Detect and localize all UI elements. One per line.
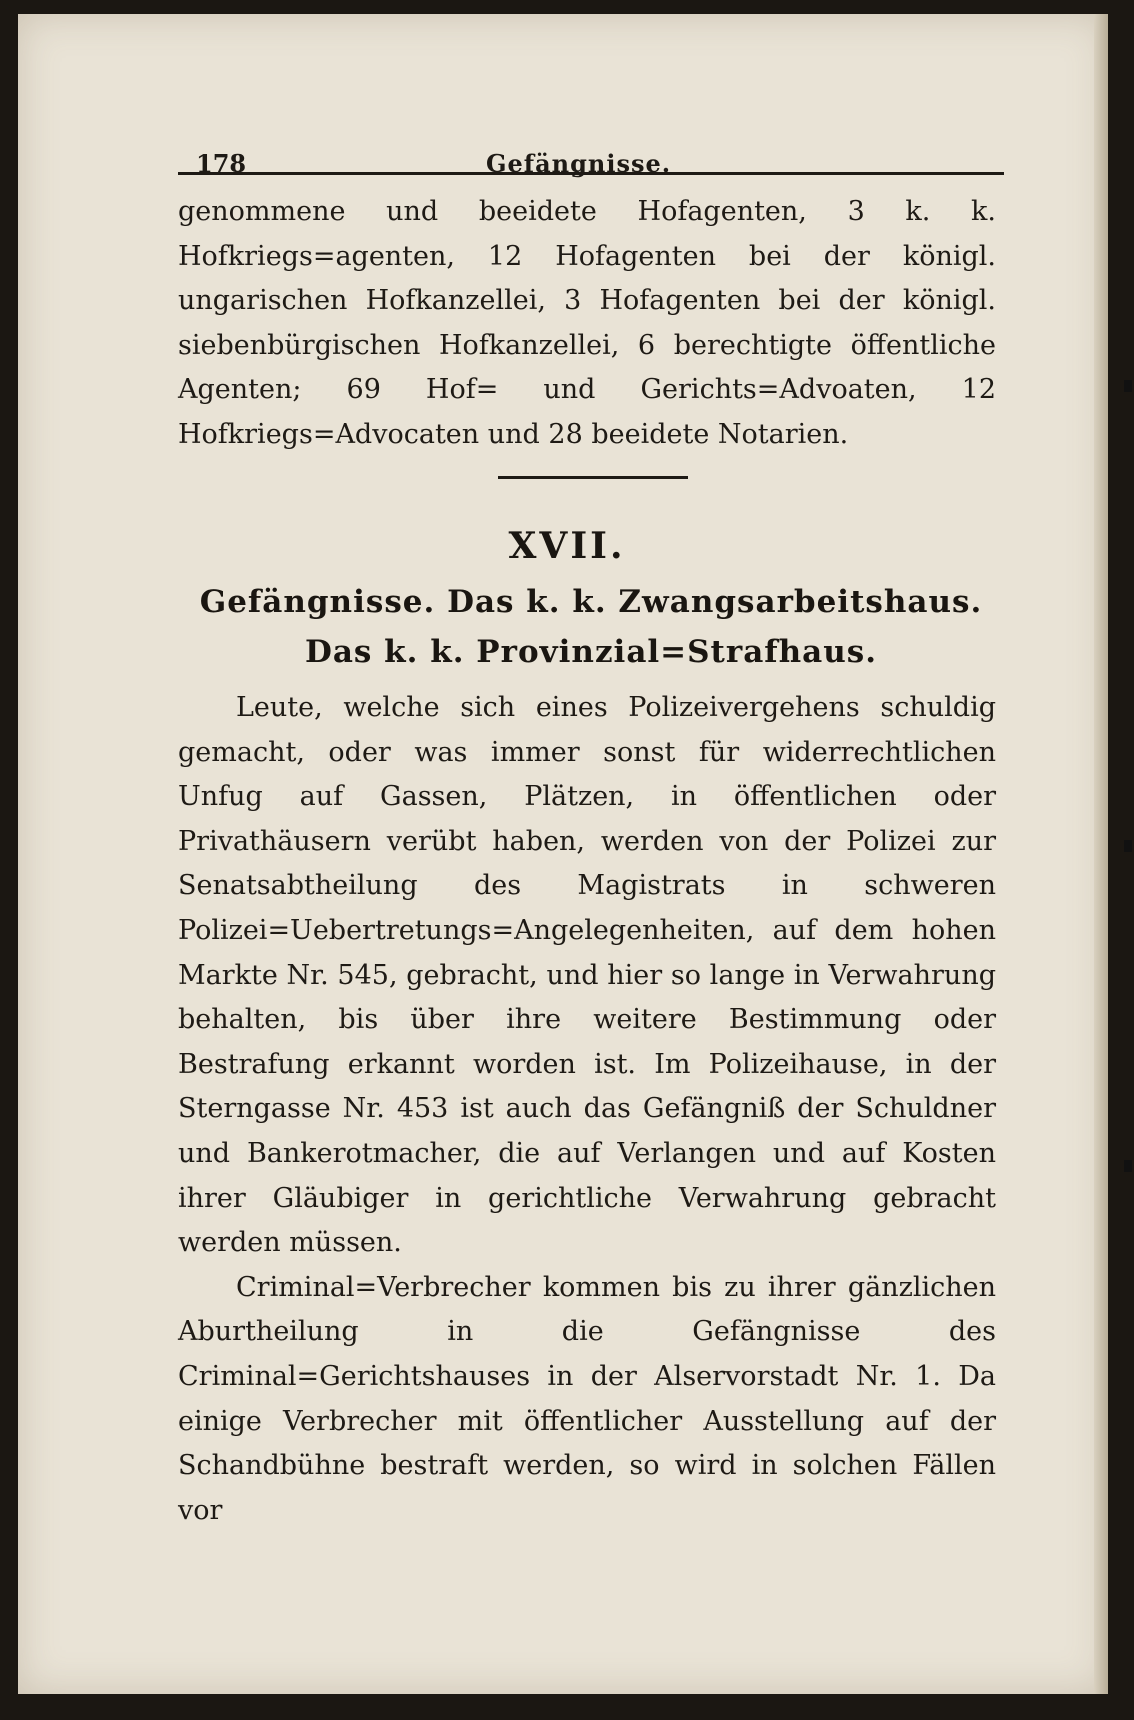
header-rule	[178, 172, 1004, 175]
running-title: Gefängnisse.	[486, 149, 672, 178]
section-divider	[498, 476, 688, 479]
chapter-number: XVII.	[508, 525, 626, 567]
binding-mark	[1124, 380, 1132, 392]
chapter-body	[178, 686, 996, 1533]
chapter-heading-line-1: Gefängnisse. Das k. k. Zwangsarbeitshaus.	[199, 584, 983, 620]
body-paragraph-2: Criminal=Verbrecher kommen bis zu ihrer gänzlichen Aburtheilung in die Gefängnisse des Criminal=Gerichtshauses in der Alservorstadt Nr. 1. Da einige Verbrecher mit öffentlicher Ausstellung auf der Schandbühne bestraft werden, so wird in solchen Fällen vor	[178, 1271, 996, 1526]
binding-mark	[1124, 840, 1132, 852]
page-number: 178	[196, 149, 247, 178]
chapter-heading-line-2: Das k. k. Provinzial=Strafhaus.	[304, 634, 878, 670]
intro-text	[178, 190, 996, 458]
page-edge	[1094, 14, 1108, 1694]
intro-paragraph: genommene und beeidete Hofagenten, 3 k. k. Hofkriegs=agenten, 12 Hofagenten bei der königl. ungarischen Hofkanzellei, 3 Hofagenten bei der königl. siebenbürgischen Hofkanzellei, 6 berechtigte öffentliche Agenten; 69 Hof= und Gerichts=Advoaten, 12 Hofkriegs=Advocaten und 28 beeidete Notarien.	[178, 196, 996, 450]
body-paragraph-1: Leute, welche sich eines Polizeivergehens schuldig gemacht, oder was immer sonst für widerrechtlichen Unfug auf Gassen, Plätzen, in öffentlichen oder Privathäusern verübt haben, werden von der Polizei zur Senatsabtheilung des Magistrats in schweren Polizei=Uebertretungs=Angelegenheiten, auf dem hohen Markte Nr. 545, gebracht, und hier so lange in Verwahrung behalten, bis über ihre weitere Bestimmung oder Bestrafung erkannt worden ist. Im Polizeihause, in der Sterngasse Nr. 453 ist auch das Gefängniß der Schuldner und Bankerotmacher, die auf Verlangen und auf Kosten ihrer Gläubiger in gerichtliche Verwahrung gebracht werden müssen.	[178, 692, 996, 1259]
binding-mark	[1124, 1160, 1132, 1172]
